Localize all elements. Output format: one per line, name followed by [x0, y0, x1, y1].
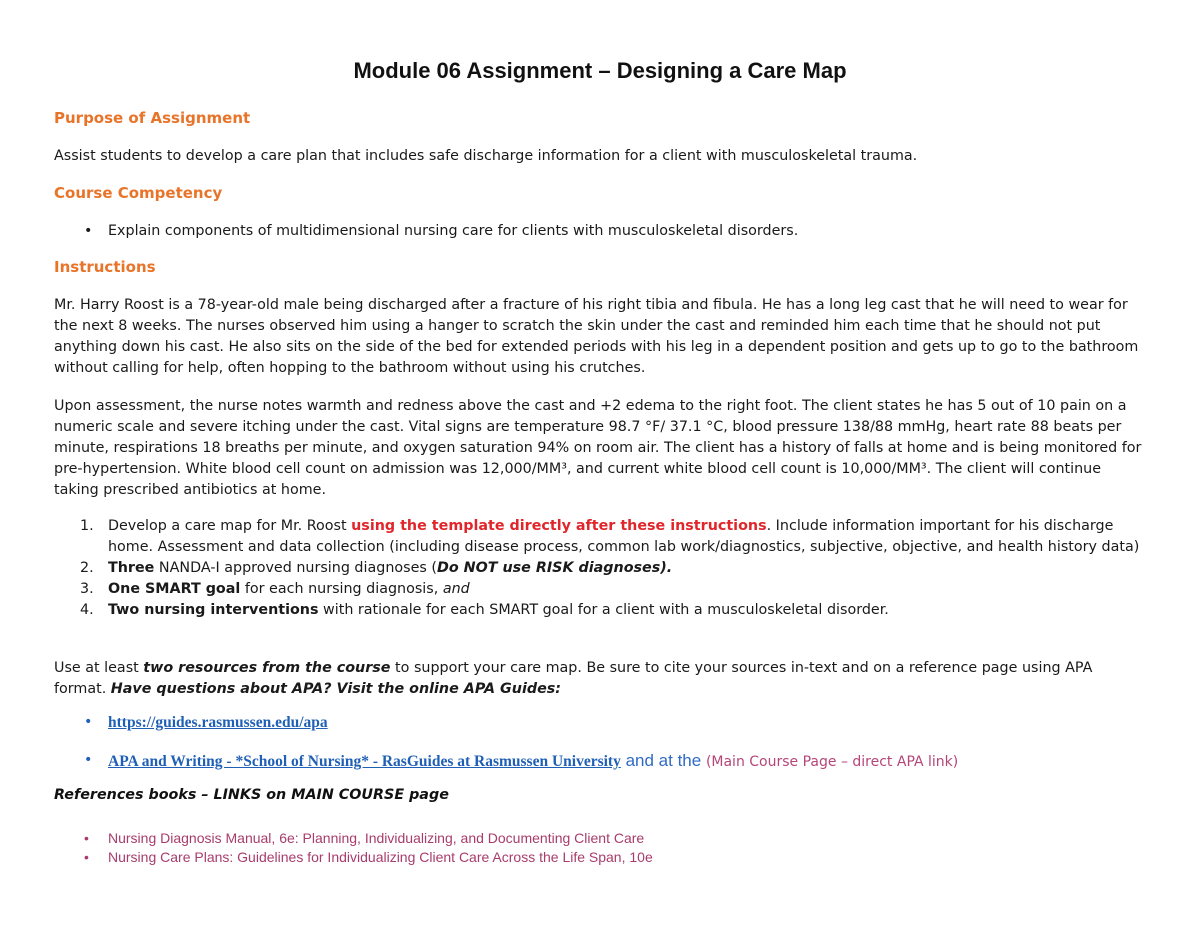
apa-writing-link[interactable]: APA and Writing - *School of Nursing* - RasGuides at Rasmussen University — [108, 753, 621, 770]
competency-heading: Course Competency — [54, 184, 223, 202]
instructions-heading: Instructions — [54, 258, 156, 276]
bullet-icon: • — [84, 849, 89, 865]
purpose-heading: Purpose of Assignment — [54, 109, 251, 127]
list-item: • APA and Writing - *School of Nursing* - RasGuides at Rasmussen University and at the (Main Course Page – direct APA link) — [84, 751, 959, 770]
main-course-apa-link[interactable]: (Main Course Page – direct APA link) — [705, 754, 959, 770]
bullet-icon: • — [84, 714, 93, 730]
page-title: Module 06 Assignment – Designing a Care Map — [353, 58, 847, 83]
apa-links-2 — [54, 750, 1154, 771]
list-item: 2. Three NANDA-I approved nursing diagnoses (Do NOT use RISK diagnoses). — [80, 560, 673, 576]
competency-list — [54, 221, 1144, 242]
reference-book-link[interactable]: Nursing Diagnosis Manual, 6e: Planning, Individualizing, and Documenting Client Care — [108, 830, 645, 846]
list-item: 3. One SMART goal for each nursing diagnosis, and — [80, 581, 470, 597]
list-item: 1. Develop a care map for Mr. Roost using the template directly after these instructions. Include information important for his discharge home. Assessment and data collection (including disease process, common lab work/diagnostics, subjective, objective, and health history data) — [80, 518, 1140, 555]
resources-paragraph: Use at least two resources from the course to support your care map. Be sure to cite your sources in-text and on a reference page using APA format. Have questions about APA? Visit the online APA Guides: — [54, 660, 1093, 697]
template-emphasis: using the template directly after these instructions — [351, 518, 767, 534]
apa-links — [54, 712, 1154, 733]
assessment-paragraph: Upon assessment, the nurse notes warmth and redness above the cast and +2 edema to the right foot. The client states he has 5 out of 10 pain on a numeric scale and severe itching under the cast. Vital signs are temperature 98.7 °F/ 37.1 °C, blood pressure 138/88 mmHg, heart rate 88 beats per minute, respirations 18 breaths per minute, and oxygen saturation 94% on room air. The client has a history of falls at home and is being monitored for pre-hypertension. White blood cell count on admission was 12,000/MM³, and current white blood cell count is 10,000/MM³. The client will continue taking prescribed antibiotics at home. — [54, 398, 1142, 498]
purpose-text: Assist students to develop a care plan that includes safe discharge information for a client with musculoskeletal trauma. — [54, 148, 918, 164]
reference-book-link[interactable]: Nursing Care Plans: Guidelines for Individualizing Client Care Across the Life Span, 10e — [108, 849, 653, 865]
bullet-icon: • — [84, 752, 93, 768]
list-item — [54, 848, 1154, 867]
references-heading: References books – LINKS on MAIN COURSE page — [54, 787, 449, 803]
bullet-icon: • — [84, 223, 93, 239]
list-item: 4. Two nursing interventions with rationale for each SMART goal for a client with a musculoskeletal disorder. — [80, 602, 889, 618]
list-item — [54, 712, 1154, 733]
reference-books-list — [54, 829, 1154, 867]
apa-guides-link[interactable]: https://guides.rasmussen.edu/apa — [108, 714, 328, 731]
steps-list — [54, 516, 1144, 621]
bullet-icon: • — [84, 830, 89, 846]
scenario-paragraph: Mr. Harry Roost is a 78-year-old male being discharged after a fracture of his right tibia and fibula. He has a long leg cast that he will need to wear for the next 8 weeks. The nurses observed him using a hanger to scratch the skin under the cast and reminded him each time that he should not put anything down his cast. He also sits on the side of the bed for extended periods with his leg in a dependent position and gets up to go to the bathroom without calling for help, often hopping to the bathroom without using his crutches. — [54, 297, 1139, 376]
list-item — [54, 829, 1154, 848]
list-item: • Explain components of multidimensional nursing care for clients with musculoskeletal disorders. — [54, 221, 1144, 242]
